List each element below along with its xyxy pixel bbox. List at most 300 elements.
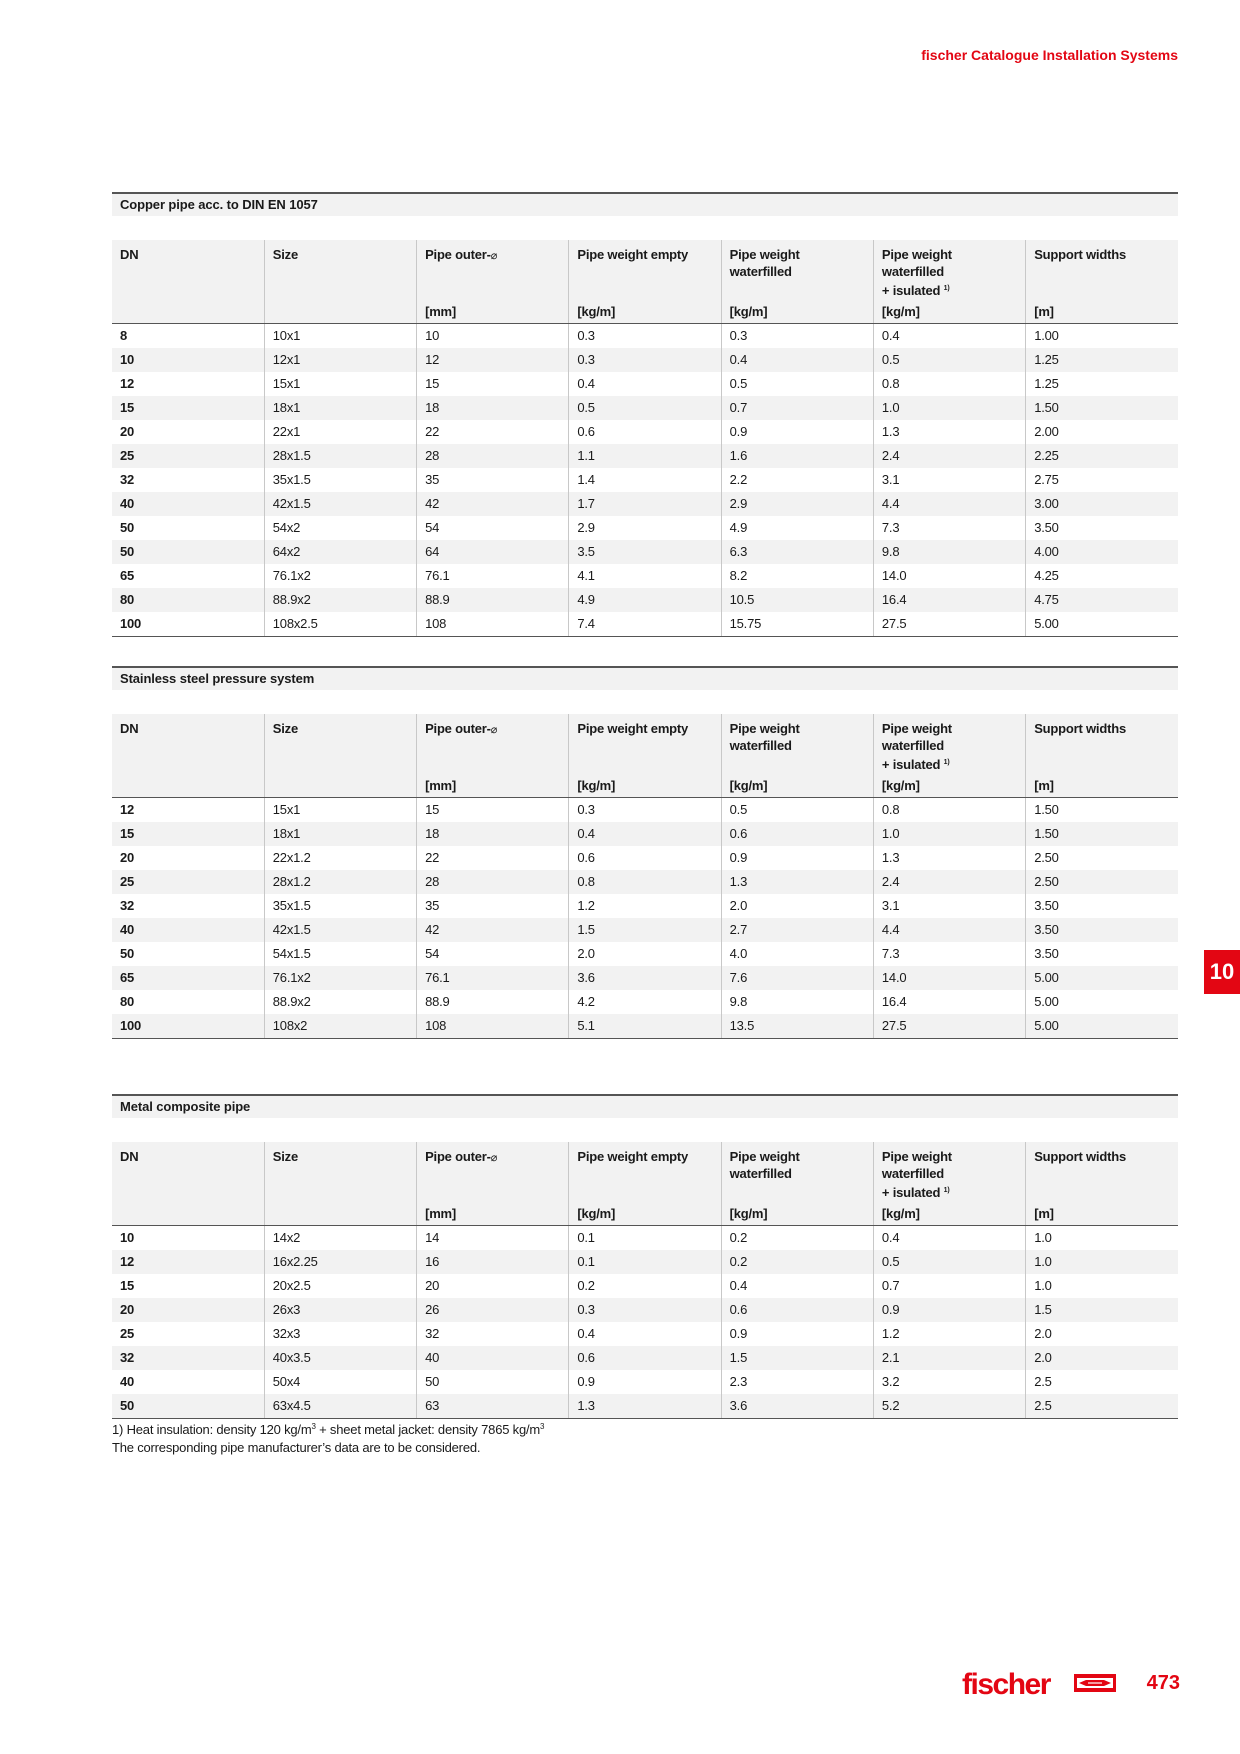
cell-support-width: 5.00 xyxy=(1026,966,1178,990)
unit-water: [kg/m] xyxy=(721,1201,873,1226)
table-row xyxy=(112,468,1178,492)
header-dn: DN xyxy=(112,714,264,773)
cell-weight-empty: 1.3 xyxy=(569,1394,721,1419)
cell-weight-insulated: 3.1 xyxy=(873,468,1025,492)
table-row xyxy=(112,444,1178,468)
header-weight-insulated: Pipe weight waterfilled + isulated $^{1)}$ xyxy=(873,714,1025,773)
cell-weight-insulated: 1.3 xyxy=(873,420,1025,444)
cell-weight-empty: 0.9 xyxy=(569,1370,721,1394)
cell-support-width: 4.00 xyxy=(1026,540,1178,564)
cell-support-width: 1.50 xyxy=(1026,822,1178,846)
cell-outer-diameter: 108 xyxy=(417,612,569,637)
cell-dn: 20 xyxy=(120,424,135,439)
cell-dn: 25 xyxy=(112,870,264,894)
cell-support-width: 3.50 xyxy=(1026,942,1178,966)
cell-outer-diameter: 32 xyxy=(417,1322,569,1346)
cell-weight-insulated: 2.4 xyxy=(873,444,1025,468)
table-row xyxy=(112,1226,1178,1251)
cell-outer-diameter: 50 xyxy=(417,1370,569,1394)
header-weight-waterfilled: Pipe weight waterfilled xyxy=(721,1142,873,1201)
cell-size: 12x1 xyxy=(264,348,416,372)
cell-outer-diameter: 42 xyxy=(417,492,569,516)
cell-weight-insulated: 0.8 xyxy=(873,798,1025,823)
cell-outer-diameter: 22 xyxy=(417,846,569,870)
cell-weight-insulated: 27.5 xyxy=(873,612,1025,637)
unit-insulated: [kg/m] xyxy=(873,1201,1025,1226)
cell-outer-diameter: 76.1 xyxy=(417,564,569,588)
header-support-widths: Support widths xyxy=(1026,240,1178,299)
cell-size: 35x1.5 xyxy=(264,894,416,918)
cell-size: 20x2.5 xyxy=(264,1274,416,1298)
footnote-marker: 1) xyxy=(943,1187,950,1194)
header-dn: DN xyxy=(112,1142,264,1201)
cell-outer-diameter: 63 xyxy=(417,1394,569,1419)
unit-support: [m] xyxy=(1026,1201,1178,1226)
cell-weight-waterfilled: 0.9 xyxy=(721,1322,873,1346)
cell-weight-insulated: 0.7 xyxy=(873,1274,1025,1298)
unit-insulated: [kg/m] xyxy=(873,773,1025,798)
metal-composite-table xyxy=(112,1142,1178,1419)
table-row xyxy=(112,942,1178,966)
cell-support-width: 2.00 xyxy=(1026,420,1178,444)
cell-weight-waterfilled: 0.5 xyxy=(721,372,873,396)
cell-weight-insulated: 0.4 xyxy=(873,324,1025,349)
cell-weight-waterfilled: 8.2 xyxy=(721,564,873,588)
cell-weight-waterfilled: 4.0 xyxy=(721,942,873,966)
cell-outer-diameter: 10 xyxy=(417,324,569,349)
cell-weight-empty: 0.4 xyxy=(569,1322,721,1346)
cell-weight-empty: 0.4 xyxy=(569,372,721,396)
stainless-steel-table xyxy=(112,714,1178,1039)
table-title: Stainless steel pressure system xyxy=(112,666,1178,690)
footnote-marker: 1) xyxy=(943,759,950,766)
cell-support-width: 1.0 xyxy=(1026,1250,1178,1274)
cell-weight-waterfilled: 4.9 xyxy=(721,516,873,540)
cell-outer-diameter: 18 xyxy=(417,822,569,846)
cell-size: 15x1 xyxy=(264,372,416,396)
header-weight-waterfilled: Pipe weight waterfilled xyxy=(721,240,873,299)
cell-dn: 50 xyxy=(120,946,135,961)
cell-weight-insulated: 1.3 xyxy=(873,846,1025,870)
cell-dn: 65 xyxy=(120,568,135,583)
table-row xyxy=(112,990,1178,1014)
copper-pipe-section xyxy=(112,192,1178,637)
fischer-logo: fischer xyxy=(962,1668,1050,1701)
cell-weight-waterfilled: 2.3 xyxy=(721,1370,873,1394)
diameter-symbol: ⌀ xyxy=(490,1152,498,1164)
cell-weight-insulated: 14.0 xyxy=(873,564,1025,588)
unit-support: [m] xyxy=(1026,773,1178,798)
cell-weight-empty: 0.2 xyxy=(569,1274,721,1298)
cell-dn: 40 xyxy=(120,1374,135,1389)
table-row xyxy=(112,492,1178,516)
table-row xyxy=(112,348,1178,372)
cell-dn: 50 xyxy=(120,520,135,535)
cell-weight-insulated: 2.1 xyxy=(873,1346,1025,1370)
header-outer: Pipe outer-⌀ xyxy=(417,1142,569,1201)
cell-dn: 12 xyxy=(120,376,135,391)
unit-outer: [mm] xyxy=(417,773,569,798)
footnote-line-2: The corresponding pipe manufacturer’s data are to be considered. xyxy=(112,1440,481,1455)
cell-dn: 50 xyxy=(112,1394,264,1419)
cell-support-width: 1.50 xyxy=(1026,396,1178,420)
cell-weight-empty: 0.3 xyxy=(569,1298,721,1322)
cell-weight-waterfilled: 1.5 xyxy=(721,1346,873,1370)
unit-outer: [mm] xyxy=(417,299,569,324)
unit-support: [m] xyxy=(1026,299,1178,324)
cell-dn: 40 xyxy=(112,918,264,942)
cell-size: 50x4 xyxy=(264,1370,416,1394)
header-weight-empty: Pipe weight empty xyxy=(569,1142,721,1201)
cell-dn: 32 xyxy=(120,898,135,913)
unit-outer: [mm] xyxy=(417,1201,569,1226)
cell-size: 28x1.5 xyxy=(264,444,416,468)
table-row xyxy=(112,372,1178,396)
cell-weight-empty: 4.1 xyxy=(569,564,721,588)
cell-weight-waterfilled: 0.9 xyxy=(721,846,873,870)
stainless-steel-section xyxy=(112,666,1178,1039)
cell-weight-waterfilled: 2.0 xyxy=(721,894,873,918)
footnote xyxy=(112,1418,544,1457)
cell-outer-diameter: 40 xyxy=(417,1346,569,1370)
cell-weight-waterfilled: 0.3 xyxy=(721,324,873,349)
cell-weight-empty: 0.8 xyxy=(569,870,721,894)
cell-weight-insulated: 2.4 xyxy=(873,870,1025,894)
cell-dn: 20 xyxy=(120,850,135,865)
cell-weight-waterfilled: 0.6 xyxy=(721,1298,873,1322)
cell-weight-waterfilled: 0.4 xyxy=(721,348,873,372)
cell-support-width: 1.0 xyxy=(1026,1226,1178,1251)
cell-weight-empty: 0.1 xyxy=(569,1250,721,1274)
cell-size: 15x1 xyxy=(264,798,416,823)
cell-support-width: 2.50 xyxy=(1026,846,1178,870)
cell-weight-insulated: 1.2 xyxy=(873,1322,1025,1346)
cell-weight-insulated: 14.0 xyxy=(873,966,1025,990)
cell-support-width: 2.5 xyxy=(1026,1394,1178,1419)
fischer-logo-mark-icon xyxy=(1074,1674,1116,1692)
cell-support-width: 4.75 xyxy=(1026,588,1178,612)
header-weight-empty: Pipe weight empty xyxy=(569,714,721,773)
cell-weight-empty: 0.3 xyxy=(569,348,721,372)
cell-support-width: 3.50 xyxy=(1026,918,1178,942)
footnote-marker: 1) xyxy=(943,285,950,292)
table-title: Copper pipe acc. to DIN EN 1057 xyxy=(112,192,1178,216)
table-row xyxy=(112,1370,1178,1394)
cell-weight-empty: 0.1 xyxy=(569,1226,721,1251)
cell-support-width: 5.00 xyxy=(1026,990,1178,1014)
cell-weight-empty: 2.0 xyxy=(569,942,721,966)
cell-dn: 12 xyxy=(120,802,135,817)
cell-weight-waterfilled: 0.2 xyxy=(721,1250,873,1274)
cell-outer-diameter: 42 xyxy=(417,918,569,942)
cell-size: 26x3 xyxy=(264,1298,416,1322)
cell-dn: 20 xyxy=(112,1298,264,1322)
cell-outer-diameter: 28 xyxy=(417,444,569,468)
table-row xyxy=(112,612,1178,637)
cell-support-width: 2.0 xyxy=(1026,1322,1178,1346)
cell-size: 18x1 xyxy=(264,822,416,846)
cell-outer-diameter: 35 xyxy=(417,894,569,918)
cell-weight-waterfilled: 1.6 xyxy=(721,444,873,468)
cell-weight-empty: 0.3 xyxy=(569,798,721,823)
unit-insulated: [kg/m] xyxy=(873,299,1025,324)
cell-weight-empty: 3.6 xyxy=(569,966,721,990)
header-support-widths: Support widths xyxy=(1026,1142,1178,1201)
cell-dn: 10 xyxy=(112,348,264,372)
unit-water: [kg/m] xyxy=(721,299,873,324)
cell-weight-waterfilled: 3.6 xyxy=(721,1394,873,1419)
cell-weight-waterfilled: 0.7 xyxy=(721,396,873,420)
cell-weight-empty: 3.5 xyxy=(569,540,721,564)
table-row xyxy=(112,1274,1178,1298)
cell-dn: 10 xyxy=(120,1230,135,1245)
cell-outer-diameter: 18 xyxy=(417,396,569,420)
cell-dn: 65 xyxy=(112,966,264,990)
cell-support-width: 2.0 xyxy=(1026,1346,1178,1370)
table-row xyxy=(112,1322,1178,1346)
cell-weight-waterfilled: 0.2 xyxy=(721,1226,873,1251)
cell-dn: 32 xyxy=(112,1346,264,1370)
cell-support-width: 1.25 xyxy=(1026,348,1178,372)
header-size: Size xyxy=(264,1142,416,1201)
cell-size: 64x2 xyxy=(264,540,416,564)
cell-size: 22x1.2 xyxy=(264,846,416,870)
cell-support-width: 3.50 xyxy=(1026,516,1178,540)
cell-size: 108x2.5 xyxy=(264,612,416,637)
cell-weight-empty: 1.5 xyxy=(569,918,721,942)
cell-outer-diameter: 26 xyxy=(417,1298,569,1322)
cell-weight-empty: 0.6 xyxy=(569,1346,721,1370)
cell-dn: 100 xyxy=(112,1014,264,1039)
unit-empty: [kg/m] xyxy=(569,299,721,324)
catalogue-title: fischer Catalogue Installation Systems xyxy=(921,47,1178,63)
header-size: Size xyxy=(264,714,416,773)
cell-weight-waterfilled: 0.5 xyxy=(721,798,873,823)
cell-size: 42x1.5 xyxy=(264,492,416,516)
cell-weight-empty: 0.5 xyxy=(569,396,721,420)
cell-support-width: 1.25 xyxy=(1026,372,1178,396)
cell-size: 76.1x2 xyxy=(264,564,416,588)
cell-outer-diameter: 12 xyxy=(417,348,569,372)
cell-outer-diameter: 28 xyxy=(417,870,569,894)
table-row xyxy=(112,1298,1178,1322)
cell-weight-empty: 0.6 xyxy=(569,420,721,444)
cell-weight-insulated: 0.9 xyxy=(873,1298,1025,1322)
cell-weight-empty: 4.2 xyxy=(569,990,721,1014)
cell-weight-waterfilled: 10.5 xyxy=(721,588,873,612)
cell-outer-diameter: 54 xyxy=(417,516,569,540)
cell-weight-waterfilled: 2.2 xyxy=(721,468,873,492)
table-row xyxy=(112,822,1178,846)
cell-weight-insulated: 4.4 xyxy=(873,918,1025,942)
cell-size: 10x1 xyxy=(264,324,416,349)
cell-support-width: 1.50 xyxy=(1026,798,1178,823)
cell-weight-insulated: 16.4 xyxy=(873,990,1025,1014)
cell-support-width: 2.5 xyxy=(1026,1370,1178,1394)
unit-empty: [kg/m] xyxy=(569,773,721,798)
cell-size: 63x4.5 xyxy=(264,1394,416,1419)
cell-weight-empty: 1.2 xyxy=(569,894,721,918)
cell-outer-diameter: 15 xyxy=(417,372,569,396)
cell-outer-diameter: 54 xyxy=(417,942,569,966)
cell-weight-waterfilled: 2.9 xyxy=(721,492,873,516)
cell-weight-insulated: 4.4 xyxy=(873,492,1025,516)
diameter-symbol: ⌀ xyxy=(490,724,498,736)
cell-support-width: 2.50 xyxy=(1026,870,1178,894)
cell-support-width: 2.75 xyxy=(1026,468,1178,492)
cell-weight-empty: 0.6 xyxy=(569,846,721,870)
table-row xyxy=(112,324,1178,349)
cell-weight-empty: 0.3 xyxy=(569,324,721,349)
cell-size: 28x1.2 xyxy=(264,870,416,894)
cell-weight-insulated: 7.3 xyxy=(873,516,1025,540)
cell-outer-diameter: 22 xyxy=(417,420,569,444)
cell-weight-waterfilled: 7.6 xyxy=(721,966,873,990)
cell-outer-diameter: 15 xyxy=(417,798,569,823)
cell-size: 22x1 xyxy=(264,420,416,444)
table-row xyxy=(112,540,1178,564)
cell-support-width: 1.5 xyxy=(1026,1298,1178,1322)
table-row xyxy=(112,1250,1178,1274)
cell-support-width: 1.0 xyxy=(1026,1274,1178,1298)
cell-outer-diameter: 108 xyxy=(417,1014,569,1039)
cell-weight-empty: 2.9 xyxy=(569,516,721,540)
table-row xyxy=(112,846,1178,870)
cell-dn: 25 xyxy=(120,1326,135,1341)
table-row xyxy=(112,420,1178,444)
cell-weight-waterfilled: 2.7 xyxy=(721,918,873,942)
cell-outer-diameter: 16 xyxy=(417,1250,569,1274)
cell-weight-insulated: 0.5 xyxy=(873,1250,1025,1274)
cell-weight-empty: 1.7 xyxy=(569,492,721,516)
cell-support-width: 3.50 xyxy=(1026,894,1178,918)
metal-composite-section xyxy=(112,1094,1178,1419)
cell-size: 54x2 xyxy=(264,516,416,540)
unit-water: [kg/m] xyxy=(721,773,873,798)
cell-size: 54x1.5 xyxy=(264,942,416,966)
table-row xyxy=(112,396,1178,420)
header-weight-insulated: Pipe weight waterfilled + isulated $^{1)}$ xyxy=(873,240,1025,299)
cell-outer-diameter: 88.9 xyxy=(417,990,569,1014)
header-weight-empty: Pipe weight empty xyxy=(569,240,721,299)
cell-dn: 25 xyxy=(112,444,264,468)
header-weight-waterfilled: Pipe weight waterfilled xyxy=(721,714,873,773)
table-row xyxy=(112,918,1178,942)
cell-weight-insulated: 5.2 xyxy=(873,1394,1025,1419)
unit-empty: [kg/m] xyxy=(569,1201,721,1226)
cell-support-width: 1.00 xyxy=(1026,324,1178,349)
cell-dn: 12 xyxy=(112,1250,264,1274)
cell-size: 16x2.25 xyxy=(264,1250,416,1274)
cell-weight-insulated: 3.2 xyxy=(873,1370,1025,1394)
cell-support-width: 5.00 xyxy=(1026,1014,1178,1039)
cell-weight-waterfilled: 13.5 xyxy=(721,1014,873,1039)
cell-weight-empty: 7.4 xyxy=(569,612,721,637)
cell-support-width: 3.00 xyxy=(1026,492,1178,516)
table-row xyxy=(112,870,1178,894)
cell-weight-insulated: 27.5 xyxy=(873,1014,1025,1039)
cell-size: 18x1 xyxy=(264,396,416,420)
cell-weight-empty: 1.1 xyxy=(569,444,721,468)
table-row xyxy=(112,798,1178,823)
cell-dn: 100 xyxy=(112,612,264,637)
table-row xyxy=(112,588,1178,612)
cell-weight-waterfilled: 1.3 xyxy=(721,870,873,894)
table-row xyxy=(112,564,1178,588)
cell-size: 88.9x2 xyxy=(264,990,416,1014)
cell-support-width: 4.25 xyxy=(1026,564,1178,588)
cell-weight-insulated: 1.0 xyxy=(873,396,1025,420)
table-row xyxy=(112,894,1178,918)
cell-dn: 15 xyxy=(112,396,264,420)
cell-size: 32x3 xyxy=(264,1322,416,1346)
cell-weight-insulated: 16.4 xyxy=(873,588,1025,612)
table-row xyxy=(112,516,1178,540)
copper-pipe-table xyxy=(112,240,1178,637)
table-row xyxy=(112,966,1178,990)
header-outer: Pipe outer-⌀ xyxy=(417,240,569,299)
header-size: Size xyxy=(264,240,416,299)
cell-dn: 15 xyxy=(120,1278,135,1293)
cell-size: 76.1x2 xyxy=(264,966,416,990)
cell-support-width: 5.00 xyxy=(1026,612,1178,637)
cell-dn: 50 xyxy=(112,540,264,564)
cell-weight-insulated: 3.1 xyxy=(873,894,1025,918)
header-weight-insulated: Pipe weight waterfilled + isulated $^{1)}$ xyxy=(873,1142,1025,1201)
cell-outer-diameter: 76.1 xyxy=(417,966,569,990)
diameter-symbol: ⌀ xyxy=(490,250,498,262)
cell-weight-insulated: 1.0 xyxy=(873,822,1025,846)
cell-dn: 8 xyxy=(120,328,128,343)
cell-weight-insulated: 0.8 xyxy=(873,372,1025,396)
cell-size: 40x3.5 xyxy=(264,1346,416,1370)
cell-weight-waterfilled: 0.4 xyxy=(721,1274,873,1298)
table-title: Metal composite pipe xyxy=(112,1094,1178,1118)
cell-dn: 80 xyxy=(112,588,264,612)
cell-weight-waterfilled: 0.9 xyxy=(721,420,873,444)
cell-size: 14x2 xyxy=(264,1226,416,1251)
cell-support-width: 2.25 xyxy=(1026,444,1178,468)
cell-size: 42x1.5 xyxy=(264,918,416,942)
header-outer: Pipe outer-⌀ xyxy=(417,714,569,773)
cell-weight-insulated: 9.8 xyxy=(873,540,1025,564)
cell-dn: 15 xyxy=(112,822,264,846)
cell-outer-diameter: 88.9 xyxy=(417,588,569,612)
cell-size: 35x1.5 xyxy=(264,468,416,492)
cell-outer-diameter: 64 xyxy=(417,540,569,564)
cell-weight-empty: 0.4 xyxy=(569,822,721,846)
cell-dn: 40 xyxy=(112,492,264,516)
cell-weight-waterfilled: 9.8 xyxy=(721,990,873,1014)
table-row xyxy=(112,1394,1178,1419)
cell-weight-empty: 1.4 xyxy=(569,468,721,492)
cell-weight-insulated: 0.4 xyxy=(873,1226,1025,1251)
page-number: 473 xyxy=(1146,1672,1180,1694)
cell-size: 108x2 xyxy=(264,1014,416,1039)
table-row xyxy=(112,1014,1178,1039)
cell-outer-diameter: 35 xyxy=(417,468,569,492)
cell-size: 88.9x2 xyxy=(264,588,416,612)
cell-weight-empty: 5.1 xyxy=(569,1014,721,1039)
cell-weight-waterfilled: 0.6 xyxy=(721,822,873,846)
chapter-tab: 10 xyxy=(1204,950,1240,994)
cell-weight-waterfilled: 6.3 xyxy=(721,540,873,564)
cell-weight-insulated: 0.5 xyxy=(873,348,1025,372)
header-dn: DN xyxy=(112,240,264,299)
cell-outer-diameter: 20 xyxy=(417,1274,569,1298)
cell-dn: 32 xyxy=(120,472,135,487)
header-support-widths: Support widths xyxy=(1026,714,1178,773)
